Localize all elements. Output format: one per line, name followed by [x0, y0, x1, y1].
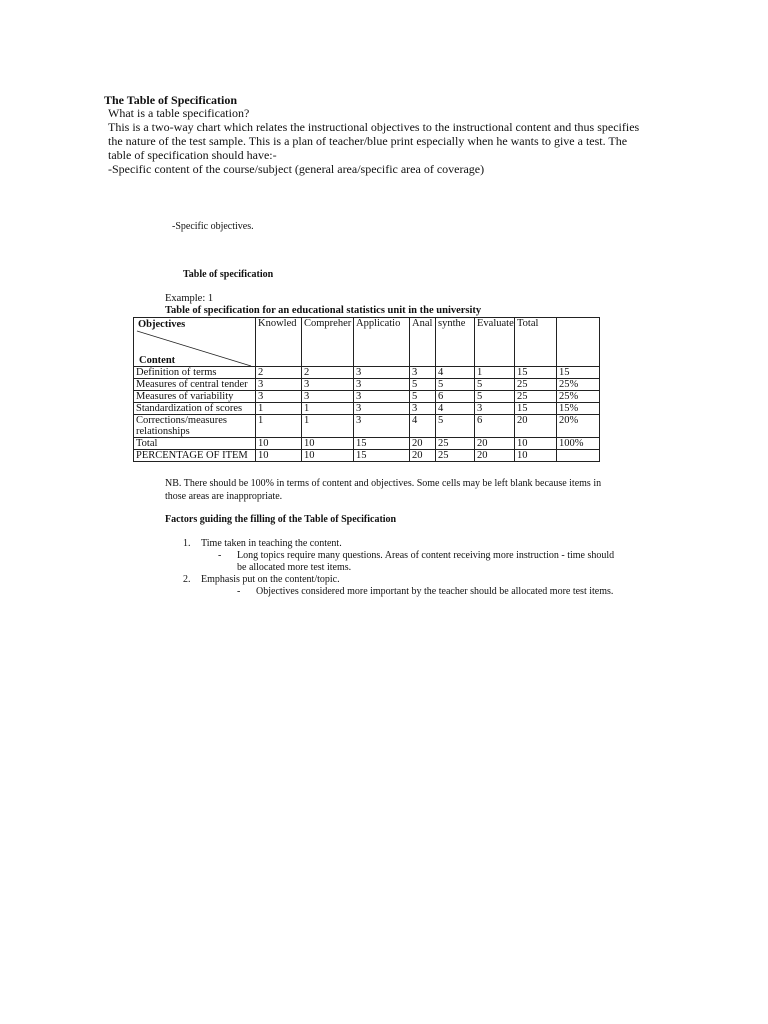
table-cell: 100% — [557, 438, 600, 450]
table-cell: 3 — [475, 403, 515, 415]
row-label: Definition of terms — [134, 367, 256, 379]
table-row — [134, 379, 600, 391]
row-label: Total — [134, 438, 256, 450]
col-header: Knowled — [256, 318, 302, 367]
factor-number: 2. — [183, 574, 191, 585]
table-cell: 25 — [515, 391, 557, 403]
col-header — [557, 318, 600, 367]
table-cell: 3 — [302, 391, 354, 403]
table-cell: 15% — [557, 403, 600, 415]
table-cell: 3 — [256, 379, 302, 391]
corner-content-label: Content — [139, 355, 176, 366]
intro-line-3: table of specification should have:- — [108, 148, 277, 162]
intro-line-2: the nature of the test sample. This is a plan of teacher/blue print especially when he wants to give a test. The — [108, 134, 628, 148]
row-label: PERCENTAGE OF ITEM — [134, 450, 256, 462]
specific-objectives-line: -Specific objectives. — [172, 221, 254, 232]
table-cell: 3 — [302, 379, 354, 391]
table-row — [134, 415, 600, 438]
table-cell: 20 — [475, 450, 515, 462]
table-cell: 4 — [436, 403, 475, 415]
table-cell: 3 — [410, 403, 436, 415]
nb-line-1: NB. There should be 100% in terms of content and objectives. Some cells may be left blank because items in — [165, 478, 602, 489]
specification-table — [133, 317, 600, 462]
table-cell: 20% — [557, 415, 600, 438]
col-header: Evaluate — [475, 318, 515, 367]
factor-item-1 — [183, 538, 342, 550]
table-cell: 25% — [557, 391, 600, 403]
table-cell: 1 — [256, 403, 302, 415]
factors-title: Factors guiding the filling of the Table of Specification — [165, 514, 397, 525]
table-cell: 2 — [302, 367, 354, 379]
table-row — [134, 450, 600, 462]
table-cell: 15 — [354, 450, 410, 462]
table-cell: 5 — [436, 415, 475, 438]
table-cell — [557, 450, 600, 462]
table-cell: 10 — [515, 438, 557, 450]
table-cell: 20 — [515, 415, 557, 438]
table-caption: Table of specification for an educational statistics unit in the university — [165, 305, 482, 316]
table-cell: 1 — [256, 415, 302, 438]
table-cell: 25 — [436, 438, 475, 450]
table-cell: 3 — [256, 391, 302, 403]
table-cell: 4 — [410, 415, 436, 438]
table-cell: 1 — [475, 367, 515, 379]
factor-item-2 — [183, 574, 340, 586]
factor-number: 1. — [183, 538, 191, 549]
table-row — [134, 403, 600, 415]
table-row — [134, 367, 600, 379]
intro-question: What is a table specification? — [108, 106, 250, 120]
factor-sub-line: Objectives considered more important by the teacher should be allocated more test items. — [256, 586, 614, 597]
table-cell: 25 — [515, 379, 557, 391]
col-header: synthe — [436, 318, 475, 367]
table-cell: 3 — [354, 403, 410, 415]
table-cell: 1 — [302, 415, 354, 438]
table-cell: 10 — [515, 450, 557, 462]
factor-sub-dash: - — [237, 586, 241, 597]
table-cell: 10 — [302, 450, 354, 462]
intro-line-1: This is a two-way chart which relates the instructional objectives to the instructional content and thus specifies — [108, 120, 640, 134]
table-section-title: Table of specification — [183, 269, 274, 280]
table-cell: 15 — [515, 367, 557, 379]
nb-note — [165, 477, 667, 503]
table-cell: 10 — [302, 438, 354, 450]
table-cell: 5 — [475, 379, 515, 391]
factor-sub-line: be allocated more test items. — [237, 562, 352, 573]
factor-sub-line: Long topics require many questions. Areas of content receiving more instruction - time should — [237, 550, 615, 561]
table-cell: 3 — [354, 415, 410, 438]
table-cell: 3 — [354, 367, 410, 379]
table-cell: 1 — [302, 403, 354, 415]
table-cell: 5 — [436, 379, 475, 391]
page-heading: The Table of Specification — [104, 93, 238, 107]
row-label: Measures of variability — [134, 391, 256, 403]
intro-line-4: -Specific content of the course/subject (general area/specific area of coverage) — [108, 162, 485, 176]
col-header: Applicatio — [354, 318, 410, 367]
table-cell: 15 — [557, 367, 600, 379]
table-cell: 5 — [410, 391, 436, 403]
table-cell: 15 — [515, 403, 557, 415]
table-cell: 3 — [354, 391, 410, 403]
factor-text: Time taken in teaching the content. — [201, 538, 342, 549]
row-label: Measures of central tender — [134, 379, 256, 391]
table-row — [134, 391, 600, 403]
table-cell: 3 — [410, 367, 436, 379]
table-cell: 20 — [410, 438, 436, 450]
table-row — [134, 438, 600, 450]
table-cell: 5 — [410, 379, 436, 391]
table-cell: 6 — [436, 391, 475, 403]
corner-objectives-label: Objectives — [138, 319, 186, 330]
table-cell: 15 — [354, 438, 410, 450]
table-cell: 4 — [436, 367, 475, 379]
factor-sub-dash: - — [218, 550, 222, 561]
example-label: Example: 1 — [165, 293, 214, 304]
nb-line-2: those areas are inappropriate. — [165, 491, 283, 502]
table-cell: 20 — [475, 438, 515, 450]
col-header: Total — [515, 318, 557, 367]
table-header-row — [134, 318, 600, 367]
table-cell: 25 — [436, 450, 475, 462]
row-label: Standardization of scores — [134, 403, 256, 415]
table-cell: 5 — [475, 391, 515, 403]
factor-text: Emphasis put on the content/topic. — [201, 574, 340, 585]
table-cell: 25% — [557, 379, 600, 391]
table-cell: 6 — [475, 415, 515, 438]
col-header: Compreher — [302, 318, 354, 367]
table-cell: 10 — [256, 438, 302, 450]
table-cell: 10 — [256, 450, 302, 462]
corner-header-cell — [134, 318, 256, 367]
table-cell: 2 — [256, 367, 302, 379]
col-header: Anal — [410, 318, 436, 367]
table-cell: 20 — [410, 450, 436, 462]
table-cell: 3 — [354, 379, 410, 391]
row-label: Corrections/measures relationships — [134, 415, 256, 438]
intro-block — [108, 106, 668, 176]
